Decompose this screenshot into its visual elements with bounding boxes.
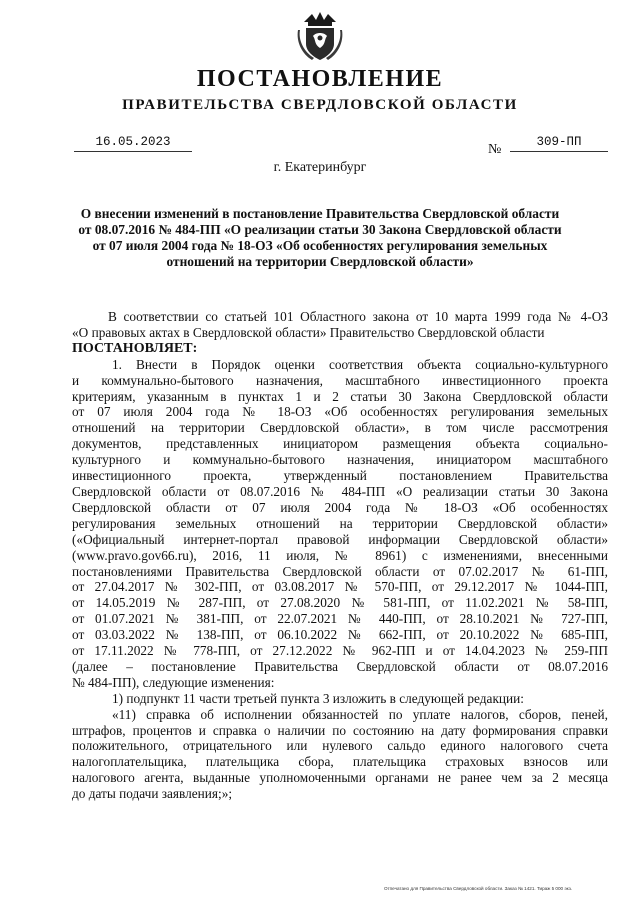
paragraph-line: от 03.03.2022 № 138-ПП, от 06.10.2022 № 662-ПП, от 20.10.2022 № 685-ПП, [72,627,608,643]
intro-line: «О правовых актах в Свердловской области» Правительство Свердловской области [72,324,545,340]
paragraph-line: культурного и коммунально-бытового назначения, инициатором масштабного [72,452,608,468]
paragraph-line: (www.pravo.gov66.ru), 2016, 11 июля, № 8961) с изменениями, внесенными [72,547,608,563]
decree-number: 309-ПП [510,135,608,152]
paragraph-line: № 484-ПП), следующие изменения: [72,674,275,690]
paragraph-line: 1. Внести в Порядок оценки соответствия объекта социально-культурного [112,356,608,372]
quote-line: налогоплательщика, плательщика сбора, плательщика страховых взносов или [72,754,608,770]
paragraph-line: Свердловской области от 07 июля 2004 года № 18-ОЗ «Об особенностях [72,499,608,515]
title-line: от 07 июля 2004 года № 18-ОЗ «Об особенностях регулирования земельных [92,238,548,253]
paragraph-line: документов, представленных инициатором размещения объекта социально- [72,436,608,452]
document-title [60,206,580,270]
paragraph-line: от 14.05.2019 № 287-ПП, от 27.08.2020 № 581-ПП, от 11.02.2021 № 58-ПП, [72,595,608,611]
city-line: г. Екатеринбург [273,160,367,175]
paragraph-line: инвестиционного проекта, утвержденный постановлением Правительства [72,468,608,484]
issuer-heading: ПРАВИТЕЛЬСТВА СВЕРДЛОВСКОЙ ОБЛАСТИ [122,97,518,113]
document-type-heading: ПОСТАНОВЛЕНИЕ [196,66,444,92]
print-footer: Отпечатано для Правительства Свердловской области. Заказ № 1421. Тираж 5 000 экз. [384,886,573,891]
paragraph-line: критериям, указанным в пунктах 1 и 2 статьи 30 Закона Свердловской области [72,388,608,404]
quote-line: до даты подачи заявления;»; [72,786,233,802]
paragraph-line: от 07 июля 2004 года № 18-ОЗ «Об особенностях регулирования земельных [72,404,608,420]
quote-line: положительного, отрицательного или нулевого сальдо единого налогового счета [72,738,608,754]
decree-word: ПОСТАНОВЛЯЕТ: [72,340,198,356]
quote-line: налогового агента, выданные уполномоченными органами не ранее чем за 2 месяца [72,770,608,786]
paragraph-line: и коммунально-бытового назначения, масштабного инвестиционного проекта [72,372,608,388]
paragraph-line: (далее – постановление Правительства Свердловской области от 08.07.2016 [72,658,608,674]
subpoint-line: 1) подпункт 11 части третьей пункта 3 изложить в следующей редакции: [112,690,524,706]
title-line: отношений на территории Свердловской области» [166,254,474,269]
paragraph-line: Свердловской области от 08.07.2016 № 484-ПП «О реализации статьи 30 Закона [72,483,608,499]
paragraph-line: от 27.04.2017 № 302-ПП, от 03.08.2017 № 570-ПП, от 29.12.2017 № 1044-ПП, [72,579,608,595]
title-line: от 08.07.2016 № 484-ПП «О реализации статьи 30 Закона Свердловской области [78,222,562,237]
paragraph-line: регулирования земельных отношений на территории Свердловской области» [72,515,608,531]
title-line: О внесении изменений в постановление Правительства Свердловской области [80,206,560,221]
coat-of-arms-icon [296,8,344,62]
decree-date: 16.05.2023 [74,135,192,152]
quote-line: «11) справка об исполнении обязанностей по уплате налогов, сборов, пеней, [112,706,608,722]
quote-line: штрафов, процентов и справка о наличии по состоянию на дату формирования справки [72,722,608,738]
paragraph-line: отношений на территории Свердловской области», в том числе рассмотрения [72,420,608,436]
paragraph-line: от 01.07.2021 № 381-ПП, от 22.07.2021 № 440-ПП, от 28.10.2021 № 727-ПП, [72,611,608,627]
document-body [72,309,608,802]
intro-line: В соответствии со статьей 101 Областного закона от 10 марта 1999 года № 4-ОЗ [108,309,608,324]
paragraph-line: от 17.11.2022 № 778-ПП, от 27.12.2022 № 962-ПП и от 14.04.2023 № 259-ПП [72,643,608,659]
paragraph-line: («Официальный интернет-портал правовой информации Свердловской области» [72,531,608,547]
paragraph-line: постановлениями Правительства Свердловской области от 07.02.2017 № 61-ПП, [72,563,608,579]
number-sign: № [488,142,502,157]
